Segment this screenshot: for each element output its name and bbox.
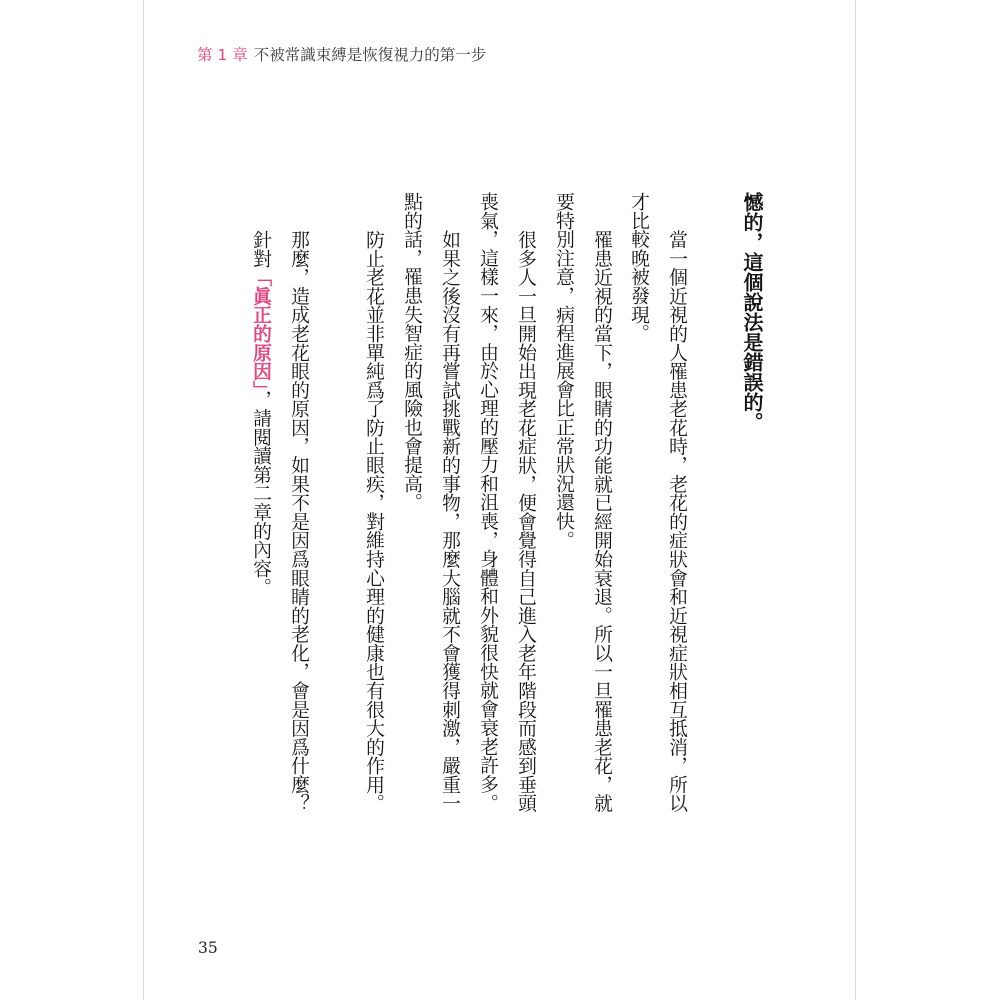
text-column: 很多人一旦開始出現老花症狀，便會覺得自己進入老年階段而感到垂頭 <box>515 229 536 813</box>
page-number: 35 <box>198 939 218 957</box>
text-column: 才比較晚被發現。 <box>628 192 649 343</box>
text-column: 喪氣，這樣一來，由於心理的壓力和沮喪，身體和外貌很快就會衰老許多。 <box>477 192 498 813</box>
text-column: 那麼，造成老花眼的原因，如果不是因爲眼睛的老化，會是因爲什麼？ <box>288 229 309 813</box>
chapter-label: 第 1 章 <box>197 46 248 64</box>
text-column: 點的話，罹患失智症的風險也會提高。 <box>401 192 422 512</box>
text-column: 防止老花並非單純爲了防止眼疾，對維持心理的健康也有很大的作用。 <box>363 229 384 813</box>
text-column: 當一個近視的人罹患老花時，老花的症狀會和近視症狀相互抵消，所以 <box>666 229 687 813</box>
text-column: 如果之後沒有再嘗試挑戰新的事物，那麼大腦就不會獲得刺激，嚴重一 <box>439 229 460 813</box>
closing-text-after: ，請閱讀第二章的內容。 <box>250 389 271 597</box>
running-header <box>197 45 486 65</box>
closing-text-before: 針對 <box>250 229 271 268</box>
chapter-title: 不被常識束縛是恢復視力的第一步 <box>253 46 487 64</box>
closing-line <box>247 192 273 852</box>
highlighted-phrase: 「眞正的原因」 <box>250 267 271 390</box>
lead-in-line: 憾的，這個說法是錯誤的。 <box>740 192 764 432</box>
text-column: 要特別注意，病程進展會比正常狀況還快。 <box>553 192 574 550</box>
text-column: 罹患近視的當下，眼睛的功能就已經開始衰退。所以一旦罹患老花，就 <box>591 229 612 813</box>
